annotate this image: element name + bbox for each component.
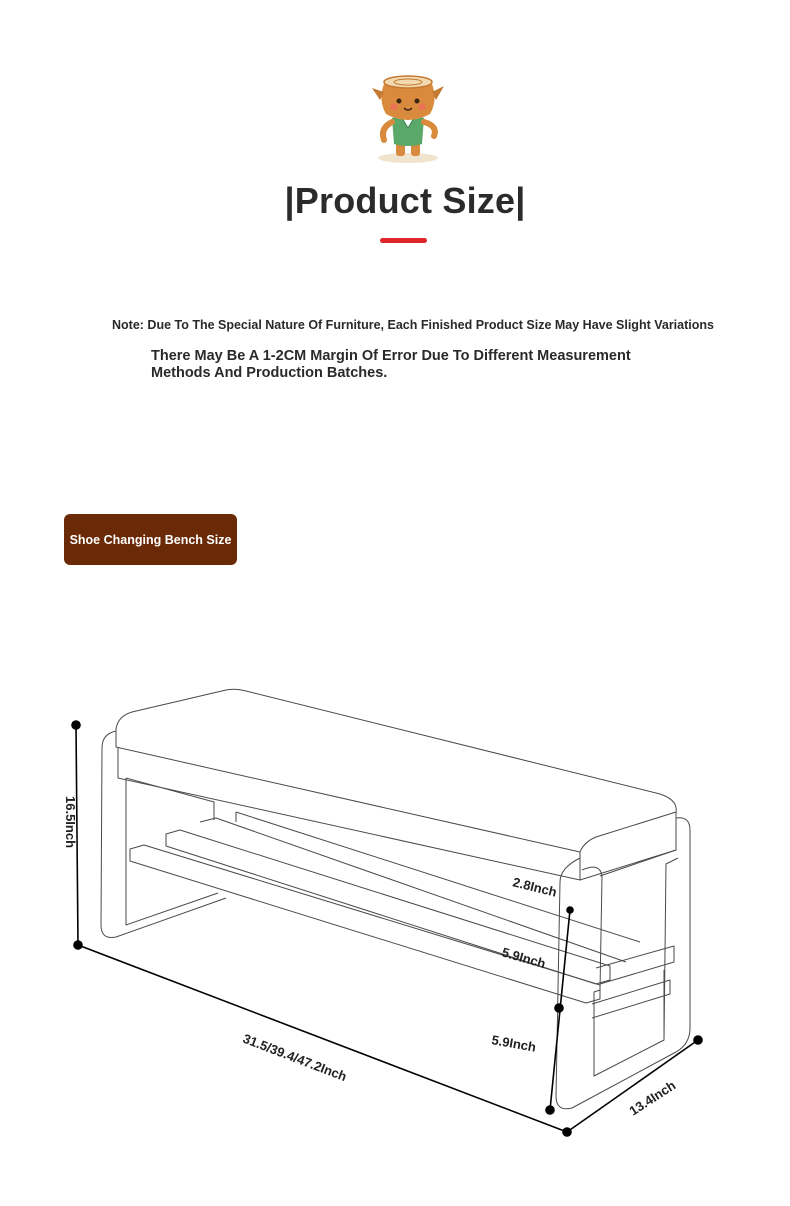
bench-dimension-diagram xyxy=(0,660,790,1180)
section-badge-label: Shoe Changing Bench Size xyxy=(69,532,232,547)
dim-height-label: 16.5Inch xyxy=(63,796,78,849)
title-underline xyxy=(380,238,427,243)
note-margin-of-error: There May Be A 1-2CM Margin Of Error Due To Different Measurement Methods And Production Batches. xyxy=(151,348,631,381)
dim-shelf-gap-lower-label: 5.9Inch xyxy=(490,1032,538,1055)
note-variation: Note: Due To The Special Nature Of Furniture, Each Finished Product Size May Have Slight Variations xyxy=(112,318,714,332)
page-title: |Product Size| xyxy=(284,180,526,221)
dim-seat-thickness-label: 2.8Inch xyxy=(511,874,559,900)
dim-shelf-gap-upper-label: 5.9Inch xyxy=(500,944,548,972)
mascot-icon xyxy=(366,70,450,166)
dim-length-label: 31.5/39.4/47.2Inch xyxy=(240,1030,349,1085)
dim-depth-label: 13.4Inch xyxy=(626,1077,679,1119)
section-badge xyxy=(64,514,237,565)
